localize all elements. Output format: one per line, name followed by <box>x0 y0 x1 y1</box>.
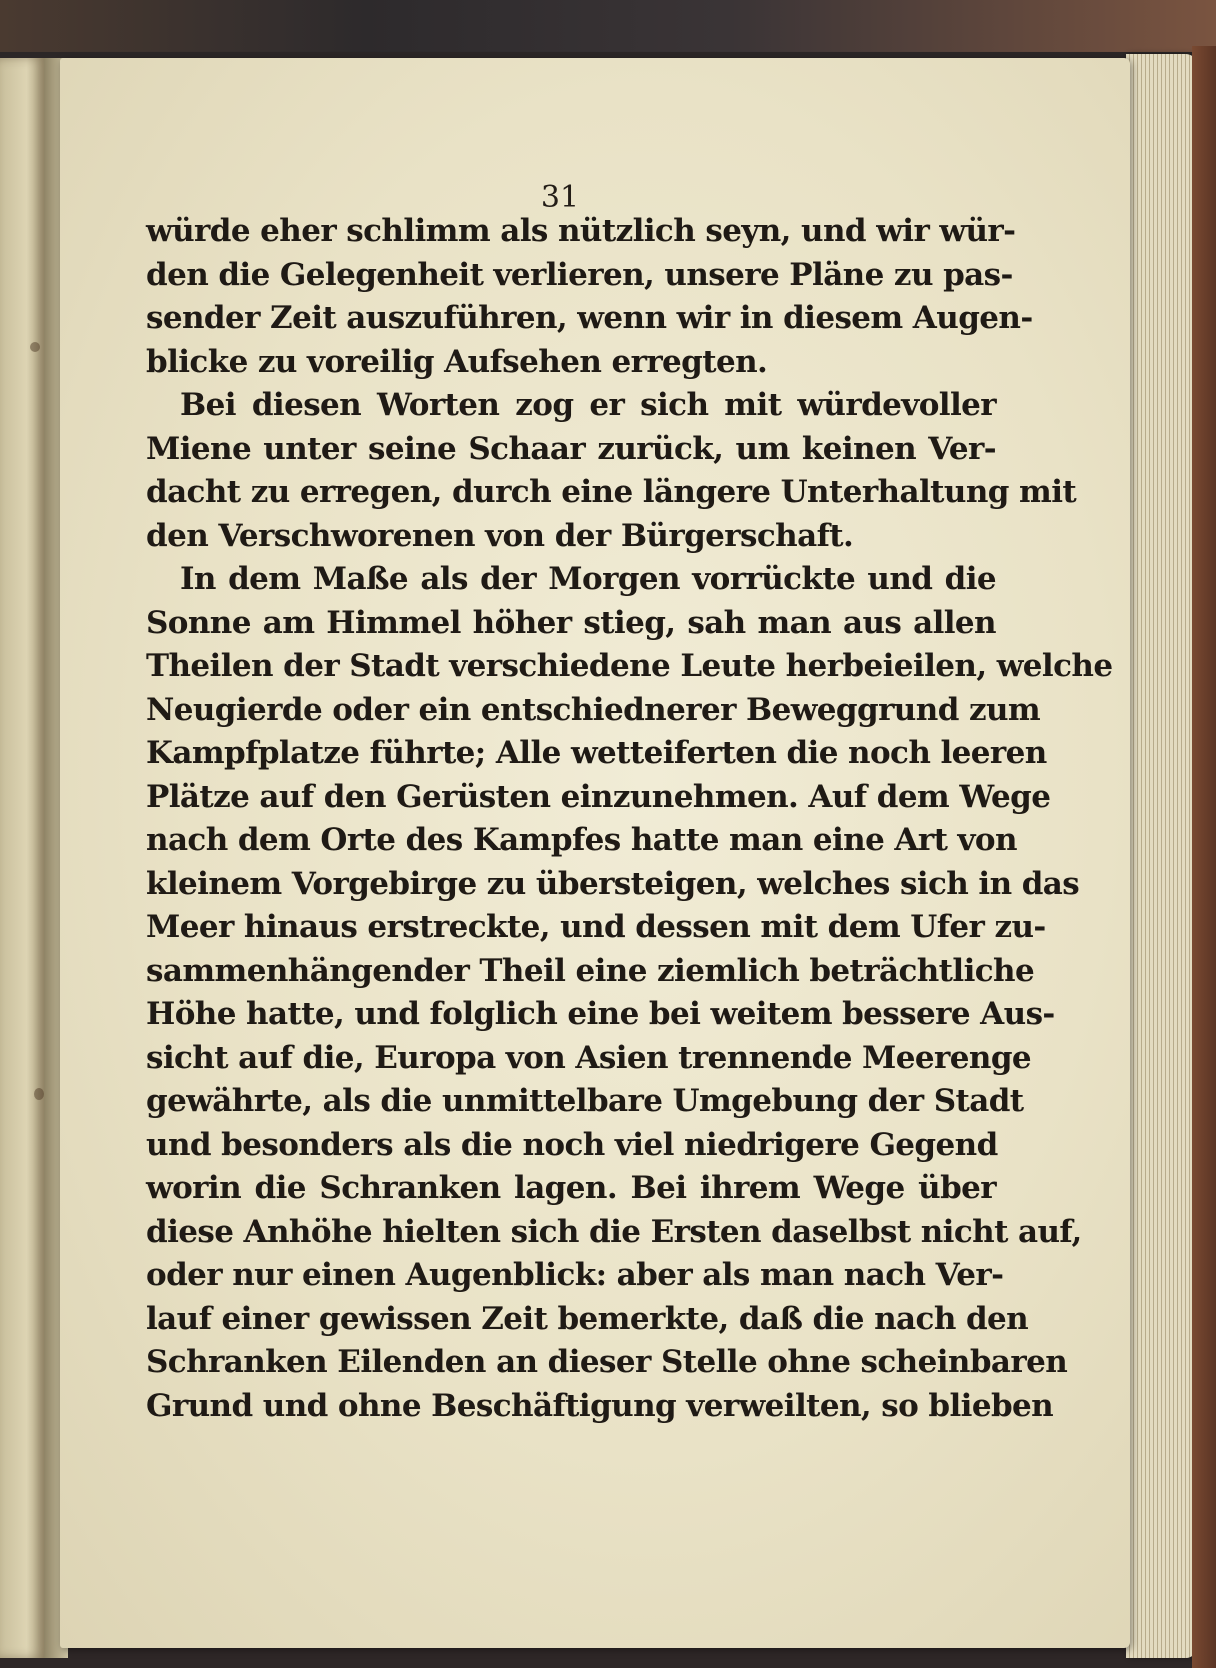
text-line: den die Gelegenheit verlieren, unsere Pläne zu pas- <box>146 256 1013 293</box>
book-cover-top <box>0 0 1216 52</box>
ink-spot <box>30 342 40 352</box>
page-number: 31 <box>540 180 580 215</box>
body-text <box>146 210 1113 1428</box>
text-line: sender Zeit auszuführen, wenn wir in diesem Augen- <box>146 300 1033 336</box>
text-line: Plätze auf den Gerüsten einzunehmen. Auf dem Wege <box>146 778 1051 815</box>
text-line: Bei diesen Worten zog er sich mit würdevoller <box>180 387 996 423</box>
book-cover-right <box>1192 46 1216 1668</box>
text-line: Kampfplatze führte; Alle wetteiferten die noch leeren <box>146 735 1047 771</box>
text-line: Meer hinaus erstreckte, und dessen mit dem Ufer zu- <box>146 909 1046 945</box>
text-line: dacht zu erregen, durch eine längere Unterhaltung mit <box>146 474 1077 510</box>
text-line: Neugierde oder ein entschiednerer Beweggrund zum <box>146 691 1041 728</box>
text-line: kleinem Vorgebirge zu übersteigen, welches sich in das <box>146 865 1080 902</box>
text-line: Sonne am Himmel höher stieg, sah man aus allen <box>146 604 996 641</box>
text-line: lauf einer gewissen Zeit bemerkte, daß die nach den <box>146 1300 1029 1337</box>
page-stack-edge <box>1126 54 1196 1658</box>
text-line: In dem Maße als der Morgen vorrückte und die <box>180 561 996 597</box>
text-line: den Verschworenen von der Bürgerschaft. <box>146 517 854 554</box>
text-line: Höhe hatte, und folglich eine bei weitem bessere Aus- <box>146 996 1055 1032</box>
text-line: sammenhängender Theil eine ziemlich beträchtliche <box>146 952 1035 989</box>
text-line: und besonders als die noch viel niedrigere Gegend <box>146 1126 998 1163</box>
text-line: Grund und ohne Beschäftigung verweilten, so blieben <box>146 1387 1054 1424</box>
text-line: gewährte, als die unmittelbare Umgebung der Stadt <box>146 1083 1024 1119</box>
text-line: Theilen der Stadt verschiedene Leute herbeieilen, welche <box>146 648 1113 684</box>
text-line: Miene unter seine Schaar zurück, um keinen Ver- <box>146 430 996 467</box>
text-line: nach dem Orte des Kampfes hatte man eine Art von <box>146 822 1017 858</box>
text-line: diese Anhöhe hielten sich die Ersten daselbst nicht auf, <box>146 1213 1082 1250</box>
text-line: worin die Schranken lagen. Bei ihrem Wege über <box>146 1170 996 1206</box>
text-line: Schranken Eilenden an dieser Stelle ohne scheinbaren <box>146 1344 1068 1380</box>
text-line: würde eher schlimm als nützlich seyn, und wir wür- <box>146 213 1016 249</box>
facing-page-edge <box>0 58 44 1658</box>
text-line: blicke zu voreilig Aufsehen erregten. <box>146 343 768 380</box>
ink-spot <box>34 1088 44 1100</box>
text-line: oder nur einen Augenblick: aber als man nach Ver- <box>146 1257 1004 1293</box>
text-line: sicht auf die, Europa von Asien trennende Meerenge <box>146 1039 1032 1076</box>
